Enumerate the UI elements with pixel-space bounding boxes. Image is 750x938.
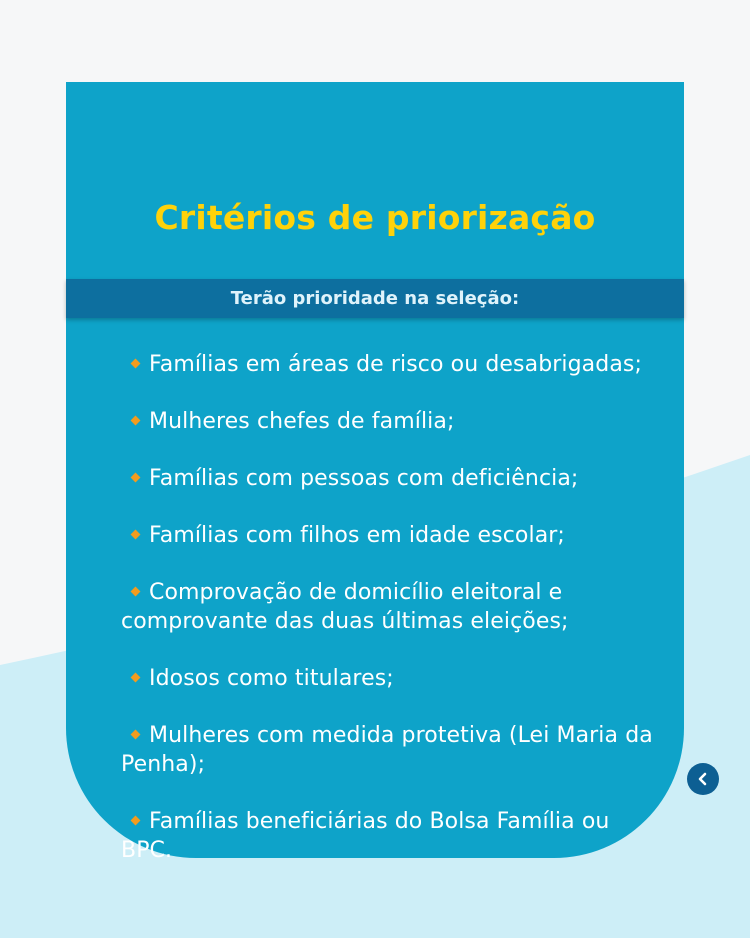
list-item	[121, 578, 661, 636]
criteria-list	[121, 350, 661, 893]
diamond-bullet-icon	[131, 673, 141, 683]
list-item	[121, 407, 661, 436]
diamond-bullet-icon	[131, 730, 141, 740]
subtitle-band	[66, 279, 684, 318]
list-item-text: Mulheres com medida protetiva (Lei Maria da Penha);	[121, 723, 653, 777]
subtitle: Terão prioridade na seleção:	[230, 288, 520, 309]
diamond-bullet-icon	[131, 473, 141, 483]
page-title: Critérios de priorização	[154, 198, 596, 237]
list-item-text: Famílias em áreas de risco ou desabrigadas;	[149, 352, 642, 377]
list-item-text: Mulheres chefes de família;	[149, 409, 455, 434]
list-item-text: Famílias com pessoas com deficiência;	[149, 466, 579, 491]
diamond-bullet-icon	[131, 587, 141, 597]
list-item	[121, 664, 661, 693]
diamond-bullet-icon	[131, 530, 141, 540]
list-item	[121, 721, 661, 779]
list-item-text: Idosos como titulares;	[149, 666, 394, 691]
list-item	[121, 521, 661, 550]
list-item	[121, 807, 661, 865]
chevron-left-icon	[696, 772, 710, 786]
list-item-text: Famílias beneficiárias do Bolsa Família ou BPC.	[121, 809, 610, 863]
list-item	[121, 350, 661, 379]
list-item	[121, 464, 661, 493]
list-item-text: Famílias com filhos em idade escolar;	[149, 523, 565, 548]
diamond-bullet-icon	[131, 816, 141, 826]
criteria-card	[66, 82, 684, 863]
list-item-text: Comprovação de domicílio eleitoral e comprovante das duas últimas eleições;	[121, 580, 569, 634]
diamond-bullet-icon	[131, 416, 141, 426]
previous-slide-button[interactable]	[687, 763, 719, 795]
diamond-bullet-icon	[131, 359, 141, 369]
